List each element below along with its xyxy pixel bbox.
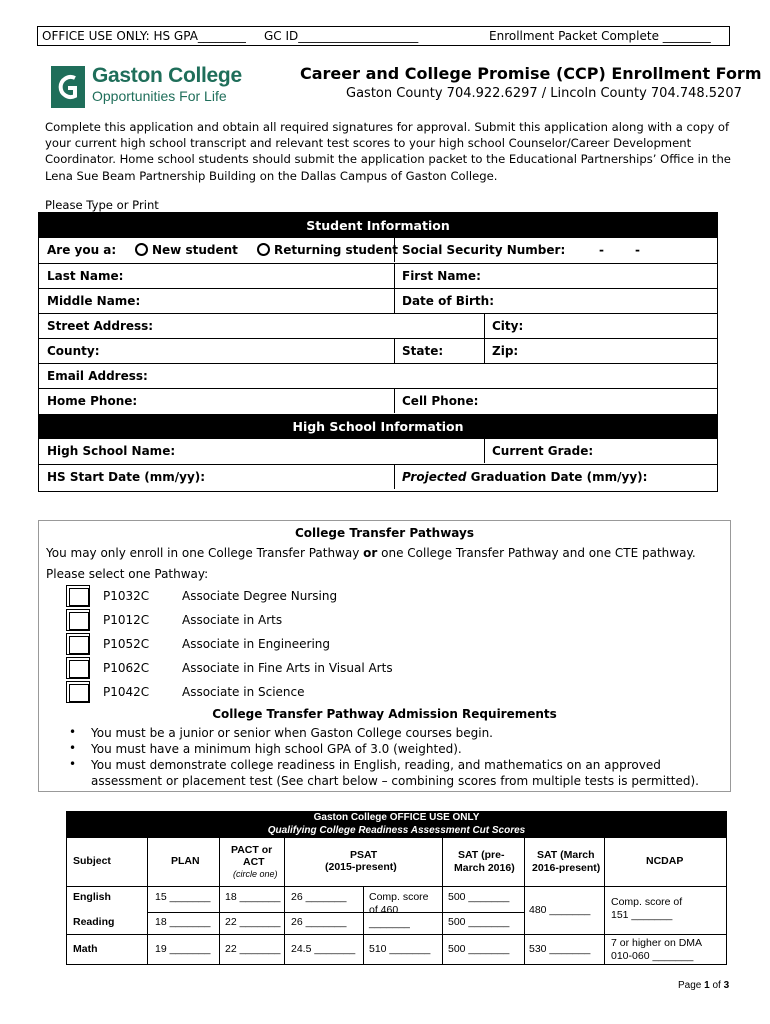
code-p1052c: P1052C (103, 637, 150, 651)
page-of: of (709, 980, 724, 991)
city-field[interactable]: City: (492, 319, 524, 333)
code-p1032c: P1032C (103, 589, 150, 603)
english-reading-ncdap-2[interactable]: 151 _______ (611, 909, 673, 921)
math-ncdap-1: 7 or higher on DMA (611, 937, 703, 949)
please-type-note: Please Type or Print (45, 198, 159, 212)
zip-field[interactable]: Zip: (492, 344, 519, 358)
english-comp-3[interactable]: _______ (369, 917, 410, 929)
col-sat-pre-2: March 2016) (454, 862, 515, 874)
county-field[interactable]: County: (47, 344, 100, 358)
program-fine-arts: Associate in Fine Arts in Visual Arts (182, 661, 393, 675)
street-address-field[interactable]: Street Address: (47, 319, 154, 333)
row-english-label: English (73, 891, 111, 903)
reading-sat[interactable]: 500 _______ (448, 916, 510, 928)
first-name-field[interactable]: First Name: (402, 269, 481, 283)
student-info-table (38, 212, 718, 492)
email-field[interactable]: Email Address: (47, 369, 148, 383)
program-arts: Associate in Arts (182, 613, 283, 627)
row-phone (39, 388, 717, 413)
page-total: 3 (723, 980, 730, 991)
bullet-1: • (69, 725, 77, 739)
logo-name: Gaston College (92, 64, 242, 87)
col-pact-note: (circle one) (233, 869, 278, 879)
checkbox-p1062c[interactable] (66, 657, 90, 679)
home-phone-field[interactable]: Home Phone: (47, 394, 138, 408)
english-comp-2: of 460 (369, 904, 399, 916)
logo-mark-icon (51, 66, 85, 108)
page-label: Page (678, 980, 705, 991)
row-name (39, 263, 717, 288)
new-student-label: New student (152, 243, 238, 257)
reading-plan[interactable]: 18 _______ (155, 916, 211, 928)
hs-start-date-field[interactable]: HS Start Date (mm/yy): (47, 470, 206, 484)
cell-phone-field[interactable]: Cell Phone: (402, 394, 479, 408)
intro-paragraph: Complete this application and obtain all required signatures for approval. Submit this application along with a copy of your current high school transcript and relevant test scores to your high school Counselor/Career Development Coordinator. Home school students should submit the application packet to the Educational Partnerships’ Office in the Lena Sue Beam Partnership Building on the Dallas Campus of Gaston College. (45, 120, 731, 183)
ssn-dash-1: - (599, 243, 604, 257)
requirement-3: You must demonstrate college readiness in English, reading, and mathematics on an approved assessment or placement test (See chart below – combining scores from multiple tests is permitted). (91, 758, 699, 788)
pathways-select-label: Please select one Pathway: (46, 567, 209, 581)
graduation-date-field[interactable] (394, 465, 647, 489)
ssn-field[interactable]: Social Security Number: (402, 243, 566, 257)
are-you-label: Are you a: (47, 243, 117, 257)
col-psat-1: PSAT (350, 849, 378, 861)
math-ncdap-2[interactable]: 010-060 _______ (611, 950, 694, 962)
english-plan[interactable]: 15 _______ (155, 891, 211, 903)
student-info-header: Student Information (39, 213, 717, 238)
office-hs-gpa: OFFICE USE ONLY: HS GPA________ (42, 29, 246, 43)
english-pact[interactable]: 18 _______ (225, 891, 281, 903)
row-math-label: Math (73, 943, 98, 955)
radio-returning-student[interactable] (257, 243, 270, 256)
col-plan: PLAN (171, 855, 200, 867)
math-plan[interactable]: 19 _______ (155, 943, 211, 955)
program-nursing: Associate Degree Nursing (182, 589, 338, 603)
english-sat[interactable]: 500 _______ (448, 891, 510, 903)
math-comp[interactable]: 510 _______ (369, 943, 431, 955)
gaston-college-logo (51, 64, 242, 110)
page-number (678, 980, 729, 991)
col-subject: Subject (73, 855, 111, 867)
form-subtitle: Gaston County 704.922.6297 / Lincoln County 704.748.5207 (346, 86, 742, 101)
checkbox-p1012c[interactable] (66, 609, 90, 631)
middle-name-field[interactable]: Middle Name: (47, 294, 141, 308)
col-pact-1: PACT or (231, 844, 273, 856)
pathways-instruction-or: or (363, 546, 378, 560)
row-address (39, 313, 717, 338)
requirement-1: You must be a junior or senior when Gaston College courses begin. (91, 726, 493, 740)
english-reading-ncdap-1: Comp. score of (611, 896, 683, 908)
cut-office-header: Gaston College OFFICE USE ONLY (67, 812, 726, 824)
code-p1012c: P1012C (103, 613, 150, 627)
returning-student-label: Returning student (274, 243, 398, 257)
math-sat[interactable]: 500 _______ (448, 943, 510, 955)
math-psat[interactable]: 24.5 _______ (291, 943, 356, 955)
reading-psat[interactable]: 26 _______ (291, 916, 347, 928)
code-p1042c: P1042C (103, 685, 150, 699)
col-sat-march-1: SAT (March (537, 849, 595, 861)
checkbox-p1042c[interactable] (66, 681, 90, 703)
high-school-info-header: High School Information (39, 414, 717, 439)
radio-new-student[interactable] (135, 243, 148, 256)
program-engineering: Associate in Engineering (182, 637, 330, 651)
col-pact-2: ACT (243, 856, 265, 868)
checkbox-p1032c[interactable] (66, 585, 90, 607)
pathways-instruction (46, 546, 696, 560)
col-psat-2: (2015-present) (325, 861, 397, 873)
new-student-option[interactable] (127, 238, 238, 262)
page-current: 1 (704, 980, 710, 991)
reading-pact[interactable]: 22 _______ (225, 916, 281, 928)
code-p1062c: P1062C (103, 661, 150, 675)
col-ncdap: NCDAP (646, 855, 684, 867)
office-packet-complete: Enrollment Packet Complete ________ (489, 29, 711, 43)
ssn-dash-2: - (635, 243, 640, 257)
math-sat-march[interactable]: 530 _______ (529, 943, 591, 955)
english-comp-1: Comp. score (369, 891, 429, 903)
col-sat-pre-1: SAT (pre- (458, 849, 505, 861)
cut-score-table (66, 811, 727, 965)
office-use-box (37, 26, 730, 46)
col-sat-march-2: 2016-present) (532, 862, 601, 874)
dob-field[interactable]: Date of Birth: (402, 294, 495, 308)
row-student-type (39, 238, 717, 263)
requirement-2: You must have a minimum high school GPA of 3.0 (weighted). (91, 742, 462, 756)
row-reading-label: Reading (73, 916, 115, 928)
math-pact[interactable]: 22 _______ (225, 943, 281, 955)
pathways-section (38, 520, 731, 792)
program-science: Associate in Science (182, 685, 305, 699)
high-school-name-field[interactable]: High School Name: (47, 444, 176, 458)
state-field[interactable]: State: (402, 344, 444, 358)
row-county (39, 338, 717, 363)
logo-tagline: Opportunities For Life (92, 88, 227, 104)
projected-label: Projected (402, 470, 467, 484)
pathways-instruction-c: one College Transfer Pathway and one CTE pathway. (377, 546, 696, 560)
requirements-title: College Transfer Pathway Admission Requirements (212, 707, 557, 721)
pathways-title: College Transfer Pathways (295, 526, 474, 540)
current-grade-field[interactable]: Current Grade: (492, 444, 594, 458)
row-high-school (39, 439, 717, 464)
bullet-3: • (69, 757, 77, 771)
checkbox-p1052c[interactable] (66, 633, 90, 655)
row-dates (39, 464, 717, 489)
graduation-date-label: Graduation Date (mm/yy): (466, 470, 648, 484)
form-title: Career and College Promise (CCP) Enrollment Form (300, 64, 762, 83)
bullet-2: • (69, 741, 77, 755)
last-name-field[interactable]: Last Name: (47, 269, 124, 283)
row-email (39, 363, 717, 388)
office-gc-id: GC ID____________________ (264, 29, 419, 43)
row-middle-dob (39, 288, 717, 313)
english-psat[interactable]: 26 _______ (291, 891, 347, 903)
cut-title-header: Qualifying College Readiness Assessment Cut Scores (67, 824, 726, 838)
pathways-instruction-a: You may only enroll in one College Transfer Pathway (46, 546, 364, 560)
returning-student-option[interactable] (249, 238, 398, 262)
english-reading-sat-march[interactable]: 480 _______ (529, 904, 591, 916)
